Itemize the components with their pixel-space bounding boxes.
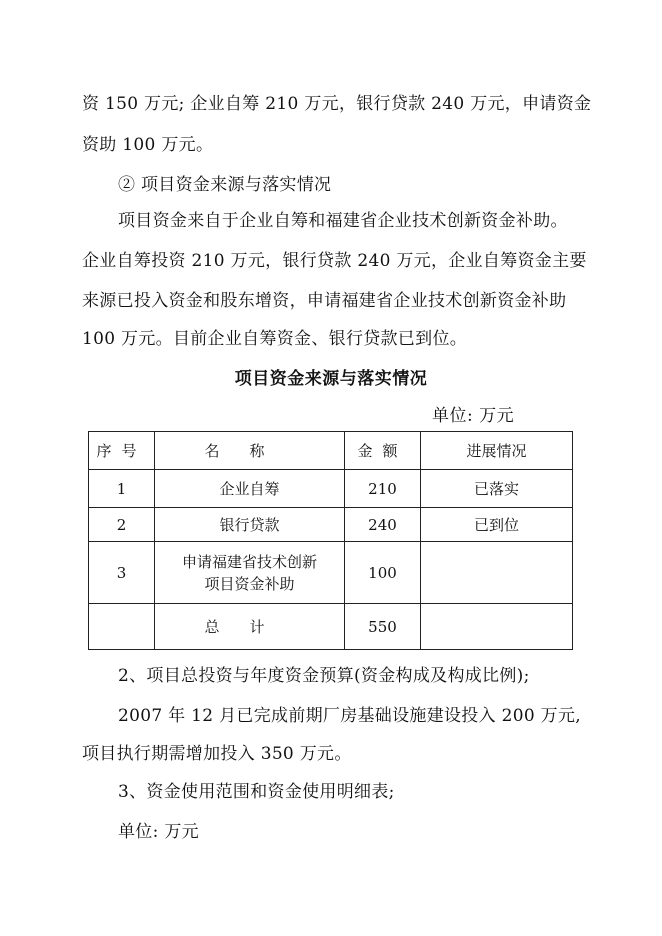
table-unit: 单位: 万元 bbox=[432, 406, 515, 426]
header-cell: 序号 bbox=[89, 432, 155, 470]
unit-label: 单位: 万元 bbox=[118, 822, 199, 842]
table-row bbox=[89, 470, 573, 508]
paragraph-line: 100 万元。目前企业自筹资金、银行贷款已到位。 bbox=[82, 329, 468, 349]
section-heading: ② 项目资金来源与落实情况 bbox=[118, 175, 332, 195]
table-total-row bbox=[89, 604, 573, 650]
total-label: 总计 bbox=[155, 604, 345, 650]
header-cell: 名称 bbox=[155, 432, 345, 470]
row-name: 银行贷款 bbox=[155, 508, 345, 542]
row-name: 企业自筹 bbox=[155, 470, 345, 508]
item3-heading: 3、资金使用范围和资金使用明细表; bbox=[118, 782, 395, 802]
row-amount: 210 bbox=[345, 470, 421, 508]
row-status: 已到位 bbox=[421, 508, 573, 542]
row-number: 3 bbox=[89, 542, 155, 604]
header-cell: 金额 bbox=[345, 432, 421, 470]
row-status bbox=[421, 542, 573, 604]
table-title: 项目资金来源与落实情况 bbox=[234, 369, 428, 389]
row-amount: 100 bbox=[345, 542, 421, 604]
row-amount: 240 bbox=[345, 508, 421, 542]
item2-heading: 2、项目总投资与年度资金预算(资金构成及构成比例); bbox=[118, 666, 530, 686]
funding-table bbox=[88, 431, 573, 650]
total-amount: 550 bbox=[345, 604, 421, 650]
paragraph-line: 来源已投入资金和股东增资，申请福建省企业技术创新资金补助 bbox=[82, 291, 567, 311]
paragraph-line: 资 150 万元; 企业自筹 210 万元，银行贷款 240 万元，申请资金 bbox=[82, 94, 592, 114]
paragraph-line: 企业自筹投资 210 万元，银行贷款 240 万元，企业自筹资金主要 bbox=[82, 251, 587, 271]
row-name bbox=[155, 542, 345, 604]
row-number: 2 bbox=[89, 508, 155, 542]
row-name-line: 项目资金补助 bbox=[204, 574, 295, 593]
paragraph-line: 项目执行期需增加投入 350 万元。 bbox=[82, 744, 352, 764]
table-row bbox=[89, 508, 573, 542]
row-name-line: 申请福建省技术创新 bbox=[181, 552, 317, 571]
header-cell: 进展情况 bbox=[421, 432, 573, 470]
paragraph-line: 2007 年 12 月已完成前期厂房基础设施建设投入 200 万元, bbox=[118, 706, 581, 726]
table-row bbox=[89, 542, 573, 604]
paragraph-line: 项目资金来自于企业自筹和福建省企业技术创新资金补助。 bbox=[118, 211, 568, 231]
row-number: 1 bbox=[89, 470, 155, 508]
row-status: 已落实 bbox=[421, 470, 573, 508]
total-blank-cell bbox=[89, 604, 155, 650]
total-blank-cell bbox=[421, 604, 573, 650]
table-header-row bbox=[89, 432, 573, 470]
paragraph-line: 资助 100 万元。 bbox=[82, 135, 214, 155]
